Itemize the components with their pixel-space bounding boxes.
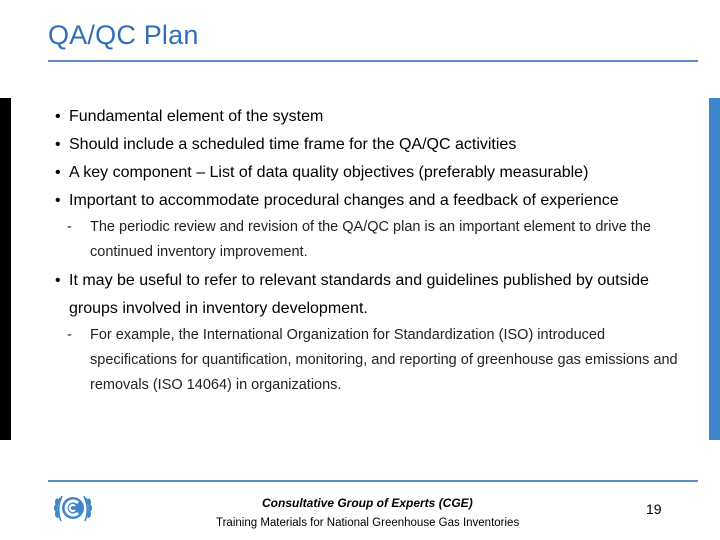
dash-marker: - (67, 327, 72, 343)
slide-title: QA/QC Plan (48, 20, 199, 50)
slide-content (52, 103, 682, 400)
page-number: 19 (646, 501, 662, 517)
bullet-marker: • (55, 164, 61, 181)
training-caption: Training Materials for National Greenhouse Gas Inventories (216, 517, 520, 529)
bullet-marker: • (55, 272, 61, 289)
title-divider (48, 60, 698, 62)
sub-bullet-text: The periodic review and revision of the QA/QC plan is an important element to drive the continued inventory improvement. (90, 219, 651, 260)
bullet-marker: • (55, 108, 61, 125)
bullet-item (52, 103, 682, 131)
bullet-marker: • (55, 192, 61, 209)
bullet-text: It may be useful to refer to relevant standards and guidelines published by outside groups involved in inventory development. (69, 272, 649, 317)
unfccc-logo-icon (48, 488, 98, 530)
bullet-item (52, 267, 682, 323)
bullet-item (52, 131, 682, 159)
left-accent-bar (0, 98, 11, 440)
sub-bullet-item (52, 215, 682, 265)
bullet-text: A key component – List of data quality objectives (preferably measurable) (69, 164, 589, 181)
bullet-text: Important to accommodate procedural changes and a feedback of experience (69, 192, 619, 209)
footer-divider (48, 480, 698, 482)
bullet-text: Should include a scheduled time frame for the QA/QC activities (69, 136, 517, 153)
bullet-marker: • (55, 136, 61, 153)
organization-name: Consultative Group of Experts (CGE) (262, 496, 473, 510)
bullet-item (52, 187, 682, 215)
right-accent-bar (709, 98, 720, 440)
sub-bullet-item (52, 323, 682, 398)
dash-marker: - (67, 219, 72, 235)
bullet-text: Fundamental element of the system (69, 108, 324, 125)
bullet-item (52, 159, 682, 187)
sub-bullet-text: For example, the International Organization for Standardization (ISO) introduced specifications for quantification, monitoring, and reporting of greenhouse gas emissions and removals (ISO 14064) in organizations. (90, 327, 678, 393)
